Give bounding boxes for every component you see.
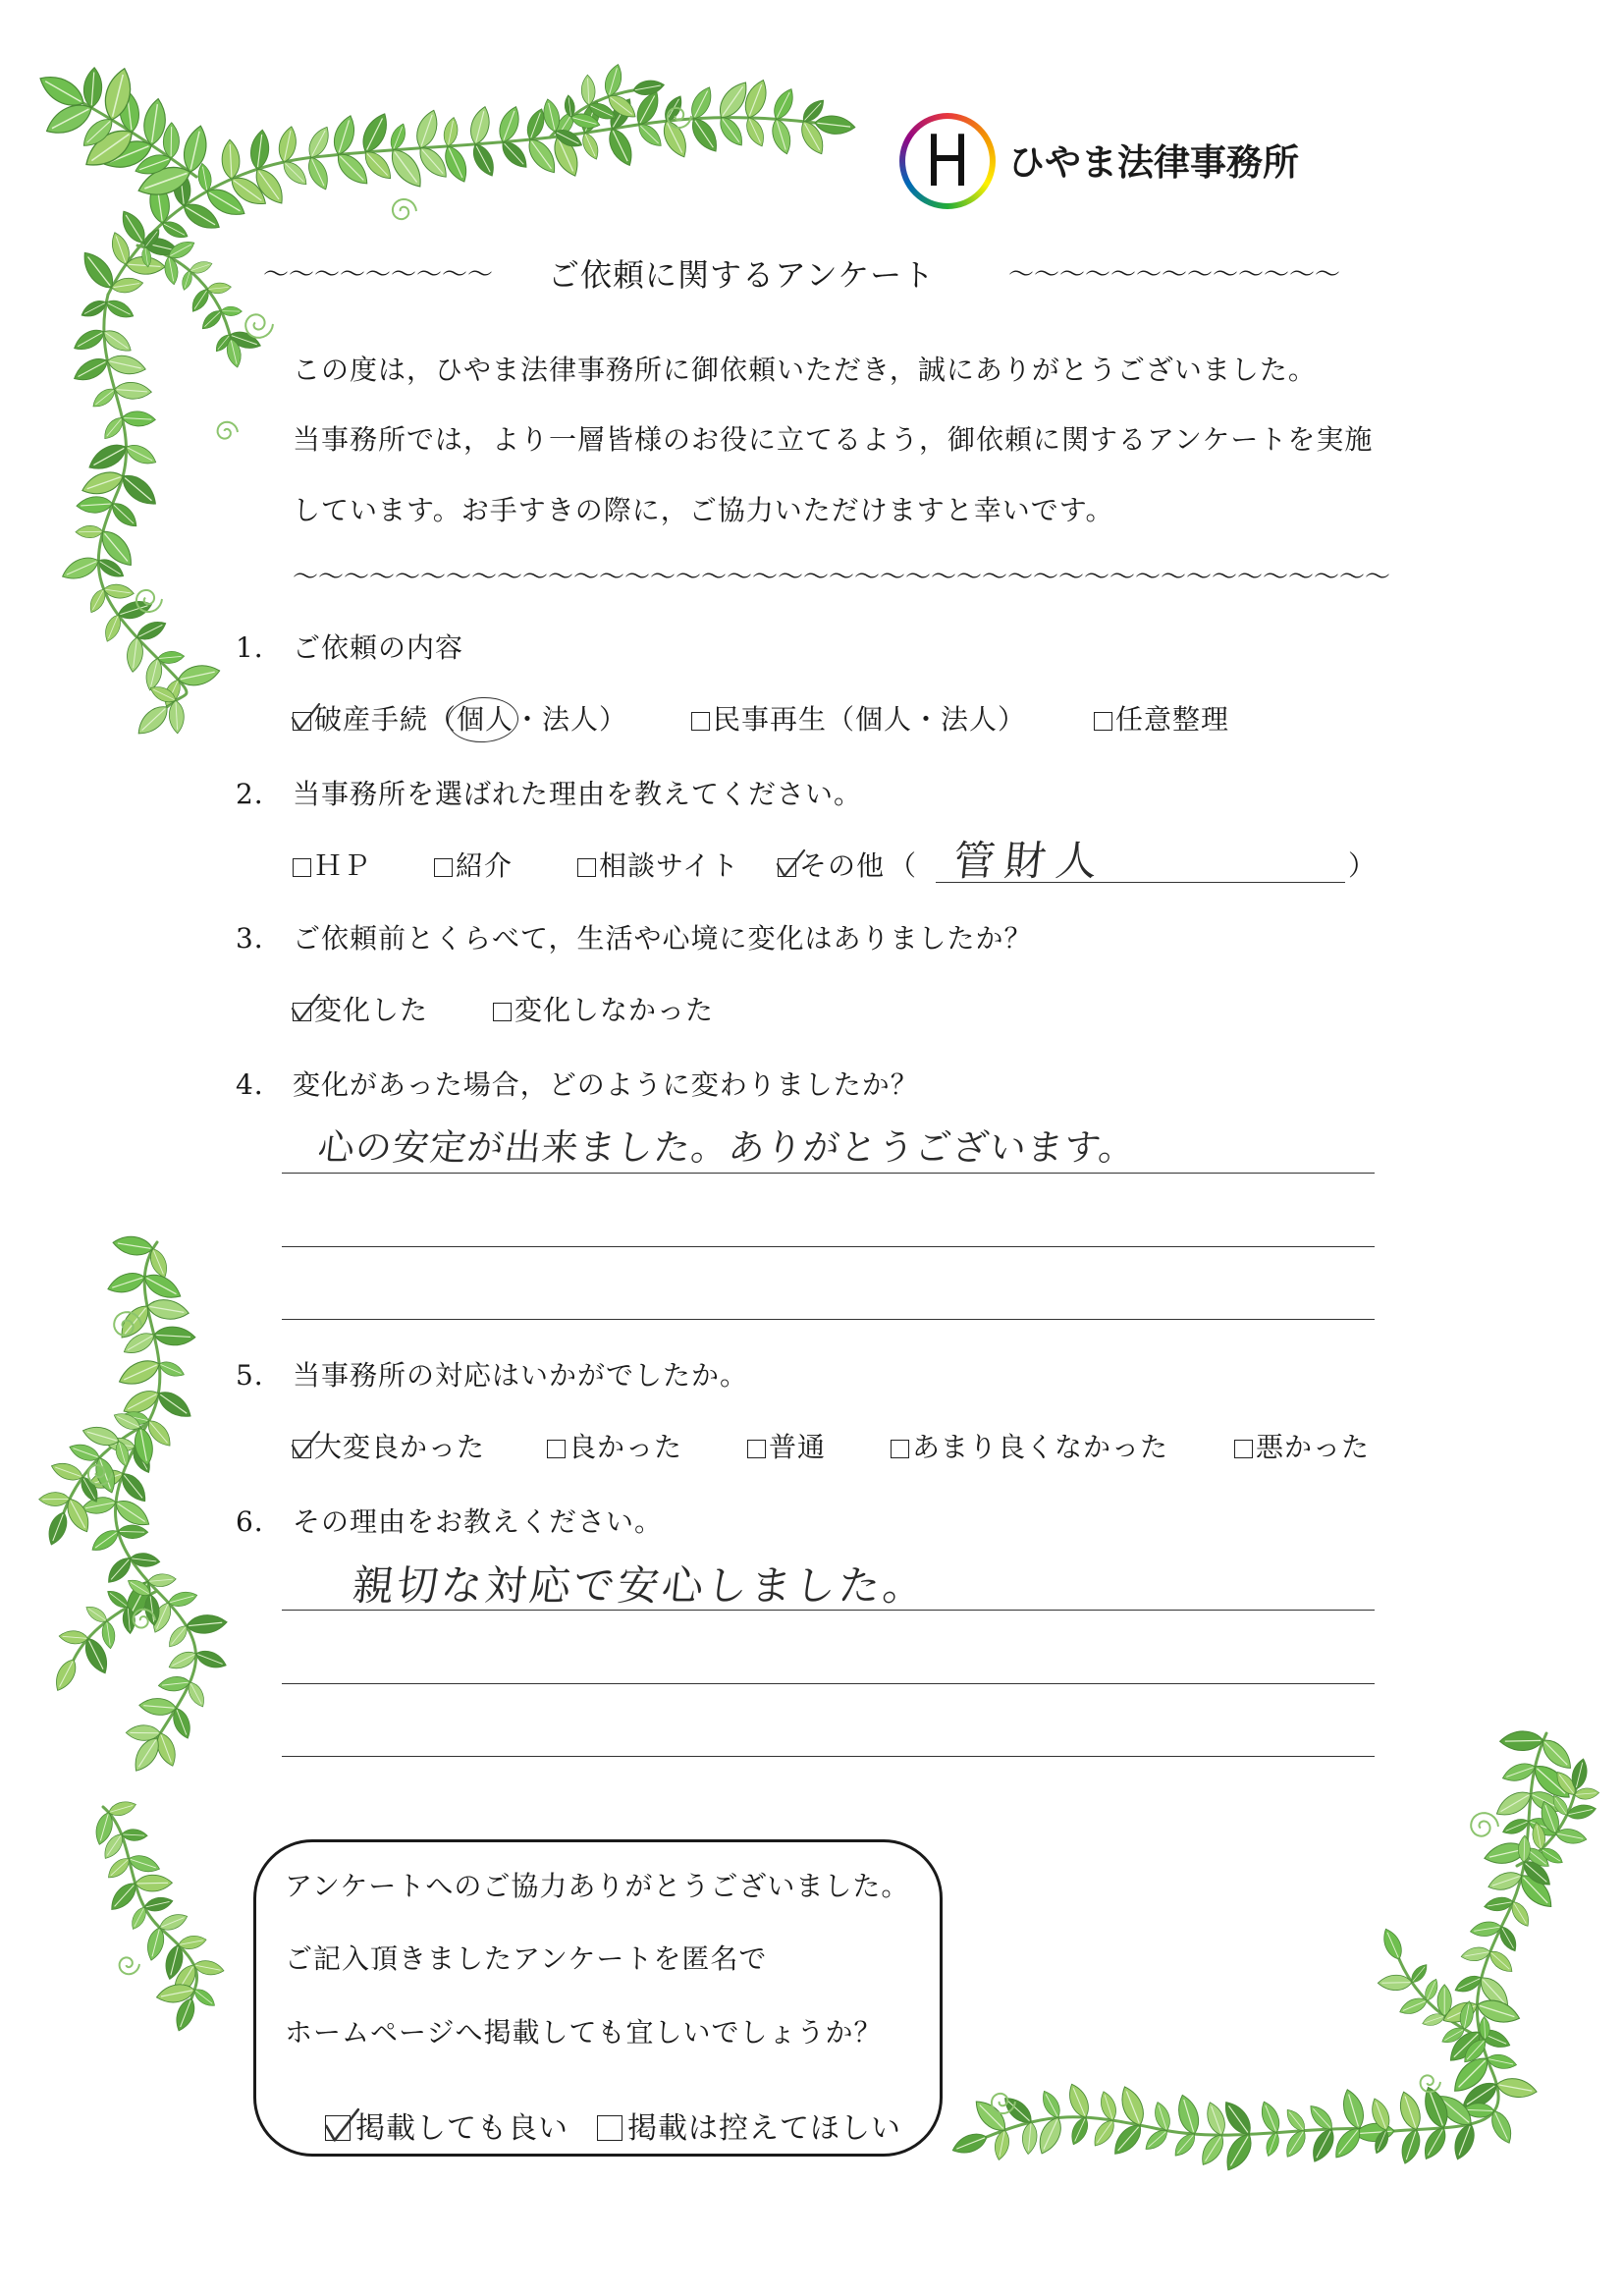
vine-leaf <box>279 157 311 190</box>
publish-box-line-2: ご記入頂きましたアンケートを匿名で <box>285 1942 768 1975</box>
vine-leaf <box>1257 2099 1283 2135</box>
vine-leaf <box>153 1326 195 1346</box>
question-2-text: 当事務所を選ばれた理由を教えてください。 <box>293 778 863 810</box>
option-good[interactable] <box>547 1431 683 1463</box>
vine-leaf <box>1499 1731 1543 1751</box>
vine-leaf <box>71 354 112 386</box>
vine-leaf <box>440 142 472 185</box>
checkbox-publish-decline[interactable] <box>597 2115 622 2141</box>
intro-line-3: しています。お手すきの際に，ご協力いただけますと幸いです。 <box>293 494 1114 526</box>
question-6-text: その理由をお教えください。 <box>293 1505 664 1538</box>
paren-open: （ <box>889 849 918 882</box>
checkbox-changed[interactable] <box>293 1003 311 1021</box>
vine-leaf <box>1174 2093 1204 2137</box>
vine-leaf <box>186 1613 228 1635</box>
checkbox-bankruptcy[interactable] <box>293 712 311 731</box>
vine-leaf <box>770 85 798 123</box>
vine-leaf <box>1000 2093 1036 2128</box>
vine-tendril <box>120 1957 139 1974</box>
answer-line <box>282 1319 1375 1320</box>
vine-leaf <box>80 467 127 500</box>
checkbox-average[interactable] <box>747 1440 766 1458</box>
checkbox-consultation-site[interactable] <box>577 858 596 877</box>
vine-leaf <box>51 1656 81 1694</box>
option-label: 掲載しても良い <box>355 2111 568 2146</box>
vine-leaf <box>1338 2087 1367 2131</box>
option-not-changed[interactable] <box>493 994 715 1026</box>
vine-tendril <box>245 314 273 338</box>
check-mark-icon <box>324 2108 359 2144</box>
question-5-text: 当事務所の対応はいかがでしたか。 <box>293 1359 749 1392</box>
option-publish-ok[interactable] <box>325 2111 568 2146</box>
vine-leaf <box>468 140 499 180</box>
vine-leaf <box>632 78 666 97</box>
option-label: 紹介 <box>456 849 514 882</box>
vine-leaf <box>579 131 603 162</box>
circled-individual: 個人 <box>457 703 514 736</box>
option-label: 変化しなかった <box>514 994 715 1026</box>
option-label: ・法人） <box>514 703 628 736</box>
vine-leaf <box>59 553 102 584</box>
title-wave-right: ～～～～～～～～～～～～～ <box>1008 260 1341 290</box>
question-2-number: 2． <box>236 778 283 810</box>
vine-leaf <box>76 496 113 515</box>
other-reason-field <box>936 835 1345 883</box>
title-wave-left: ～～～～～～～～～ <box>263 260 494 290</box>
checkbox-good[interactable] <box>547 1440 566 1458</box>
vine-leaf <box>467 105 494 147</box>
vine-leaf <box>116 1355 164 1391</box>
vine-leaf <box>1495 2076 1539 2101</box>
option-label: あまり良くなかった <box>912 1431 1169 1463</box>
option-consultation-site[interactable] <box>577 849 740 882</box>
intro-divider: ～～～～～～～～～～～～～～～～～～～～～～～～～～～～～～～～～～～～～～～～～～～ <box>293 563 1391 592</box>
question-4-text: 変化があった場合，どのように変わりましたか？ <box>293 1068 919 1101</box>
answer-line <box>282 1756 1375 1757</box>
vine-leaf <box>112 1233 154 1257</box>
option-label: ＨＰ <box>314 849 372 882</box>
option-label: 良かった <box>568 1431 683 1463</box>
vine-leaf <box>221 139 241 180</box>
vine-leaf <box>193 1647 229 1672</box>
check-mark-icon <box>776 849 805 879</box>
option-very-good[interactable] <box>293 1431 486 1463</box>
option-hp[interactable] <box>293 849 372 882</box>
paren-close: ） <box>1348 849 1378 882</box>
option-label: 破産手続（ <box>314 703 458 736</box>
option-not-so-good[interactable] <box>891 1431 1169 1463</box>
vine-leaf <box>495 104 523 145</box>
vine-tendril <box>218 422 238 439</box>
checkbox-not-changed[interactable] <box>493 1003 512 1021</box>
vine-leaf <box>970 2096 1011 2137</box>
answer-line <box>282 1610 1375 1611</box>
logo <box>899 113 996 209</box>
vine-leaf <box>1397 2127 1424 2166</box>
vine-tendril <box>393 199 416 219</box>
vine-leaf <box>412 107 442 150</box>
vine-leaf <box>105 1269 147 1297</box>
vine-leaf <box>304 154 333 192</box>
vine-leaf <box>198 307 225 333</box>
question-5-number: 5． <box>236 1359 283 1392</box>
vine-leaf <box>1395 2089 1425 2132</box>
vine-leaf <box>1067 2114 1092 2147</box>
vine-leaf <box>138 1697 177 1717</box>
check-mark-icon <box>291 703 320 733</box>
option-label: 任意整理 <box>1115 703 1230 736</box>
vine-leaf <box>133 701 173 740</box>
publish-box-line-1: アンケートへのご協力ありがとうございました。 <box>285 1870 910 1902</box>
vine-leaf <box>1574 1787 1599 1800</box>
option-label: 大変良かった <box>314 1431 486 1463</box>
check-mark-icon <box>291 1431 320 1460</box>
option-bad[interactable] <box>1234 1431 1371 1463</box>
option-label: 普通 <box>769 1431 827 1463</box>
vine-leaf <box>114 381 152 400</box>
vine-leaf <box>71 325 108 355</box>
other-reason-handwriting: 管財人 <box>950 837 1109 885</box>
checkbox-civil-rehabilitation[interactable] <box>691 712 710 731</box>
option-referral[interactable] <box>434 849 514 882</box>
answer-line <box>282 1683 1375 1684</box>
firm-name: ひやま法律事務所 <box>1008 141 1299 184</box>
vine-leaf <box>44 1509 71 1548</box>
vine-leaf <box>388 122 409 152</box>
question-6-number: 6． <box>236 1505 283 1538</box>
vine-leaf <box>604 125 638 169</box>
option-other[interactable] <box>778 849 918 882</box>
checkbox-hp[interactable] <box>293 858 311 877</box>
option-label: その他 <box>799 849 886 882</box>
survey-title: ご依頼に関するアンケート <box>548 256 936 294</box>
vine-leaf <box>949 2129 990 2158</box>
intro-line-1: この度は，ひやま法律事務所に御依頼いただき，誠にありがとうございました。 <box>293 354 1317 386</box>
checkbox-publish-ok[interactable] <box>325 2115 351 2141</box>
option-label: 民事再生（個人・法人） <box>713 703 1027 736</box>
option-label: 相談サイト <box>599 849 740 882</box>
checkbox-very-good[interactable] <box>293 1440 311 1458</box>
option-label: 変化した <box>314 994 429 1026</box>
vine-leaf <box>276 125 299 164</box>
answer-6-handwriting: 親切な対応で安心しました。 <box>350 1561 930 1610</box>
intro-line-2: 当事務所では，より一層皆様のお役に立てるよう，御依頼に関するアンケートを実施 <box>293 423 1374 456</box>
logo-letter: H <box>924 120 971 202</box>
vine-leaf <box>1021 2121 1038 2155</box>
answer-line <box>282 1246 1375 1247</box>
vine-leaf <box>123 441 159 469</box>
answer-line <box>282 1173 1375 1174</box>
checkbox-referral[interactable] <box>434 858 453 877</box>
checkbox-voluntary-arrangement[interactable] <box>1094 712 1112 731</box>
vine-leaf <box>1203 2100 1229 2138</box>
vine-leaf <box>1038 2088 1063 2120</box>
option-label: 悪かった <box>1256 1431 1371 1463</box>
checkbox-other[interactable] <box>778 858 796 877</box>
vine-leaf <box>442 116 460 147</box>
question-1-text: ご依頼の内容 <box>293 631 464 664</box>
checkbox-bad[interactable] <box>1234 1440 1253 1458</box>
vine-leaf <box>581 75 596 106</box>
question-3-text: ご依頼前とくらべて，生活や心境に変化はありましたか？ <box>293 922 1033 955</box>
vine-leaf <box>118 1525 148 1539</box>
vine-leaf <box>814 114 856 137</box>
option-label: 掲載は控えてほしい <box>627 2111 901 2146</box>
vine-leaf <box>742 115 768 149</box>
vine-leaf <box>145 1297 189 1323</box>
vine-leaf <box>103 297 136 322</box>
vine-tendril <box>1471 1813 1498 1836</box>
option-voluntary-arrangement[interactable] <box>1094 703 1230 736</box>
option-changed[interactable] <box>293 994 429 1026</box>
question-3-number: 3． <box>236 922 283 955</box>
publish-box-line-3: ホームページへ掲載しても宜しいでしょうか？ <box>285 2016 883 2049</box>
vine-leaf <box>1263 2131 1281 2159</box>
vine-leaf <box>82 67 103 108</box>
vine-leaf <box>1197 2131 1228 2169</box>
vine-leaf <box>769 117 795 156</box>
vine-leaf <box>330 113 359 157</box>
question-4-number: 4． <box>236 1068 283 1101</box>
vine-leaf <box>248 129 271 170</box>
option-civil-rehabilitation[interactable] <box>691 703 1027 736</box>
vine-leaf <box>121 1829 147 1841</box>
vine-leaf <box>39 1492 70 1505</box>
option-bankruptcy[interactable] <box>293 703 628 736</box>
vine-leaf <box>135 1875 173 1891</box>
vine-leaf <box>1064 2081 1093 2120</box>
vine-leaf <box>1380 1926 1406 1962</box>
vine-leaf <box>122 410 156 427</box>
answer-4-handwriting: 心の安定が出来ました。ありがとうございます。 <box>315 1126 1139 1169</box>
option-publish-decline[interactable] <box>597 2111 901 2146</box>
vine-leaf <box>104 1854 133 1882</box>
checkbox-not-so-good[interactable] <box>891 1440 909 1458</box>
question-1-number: 1． <box>236 631 283 664</box>
vine-leaf <box>76 525 103 538</box>
check-mark-icon <box>291 994 320 1023</box>
option-average[interactable] <box>747 1431 827 1463</box>
